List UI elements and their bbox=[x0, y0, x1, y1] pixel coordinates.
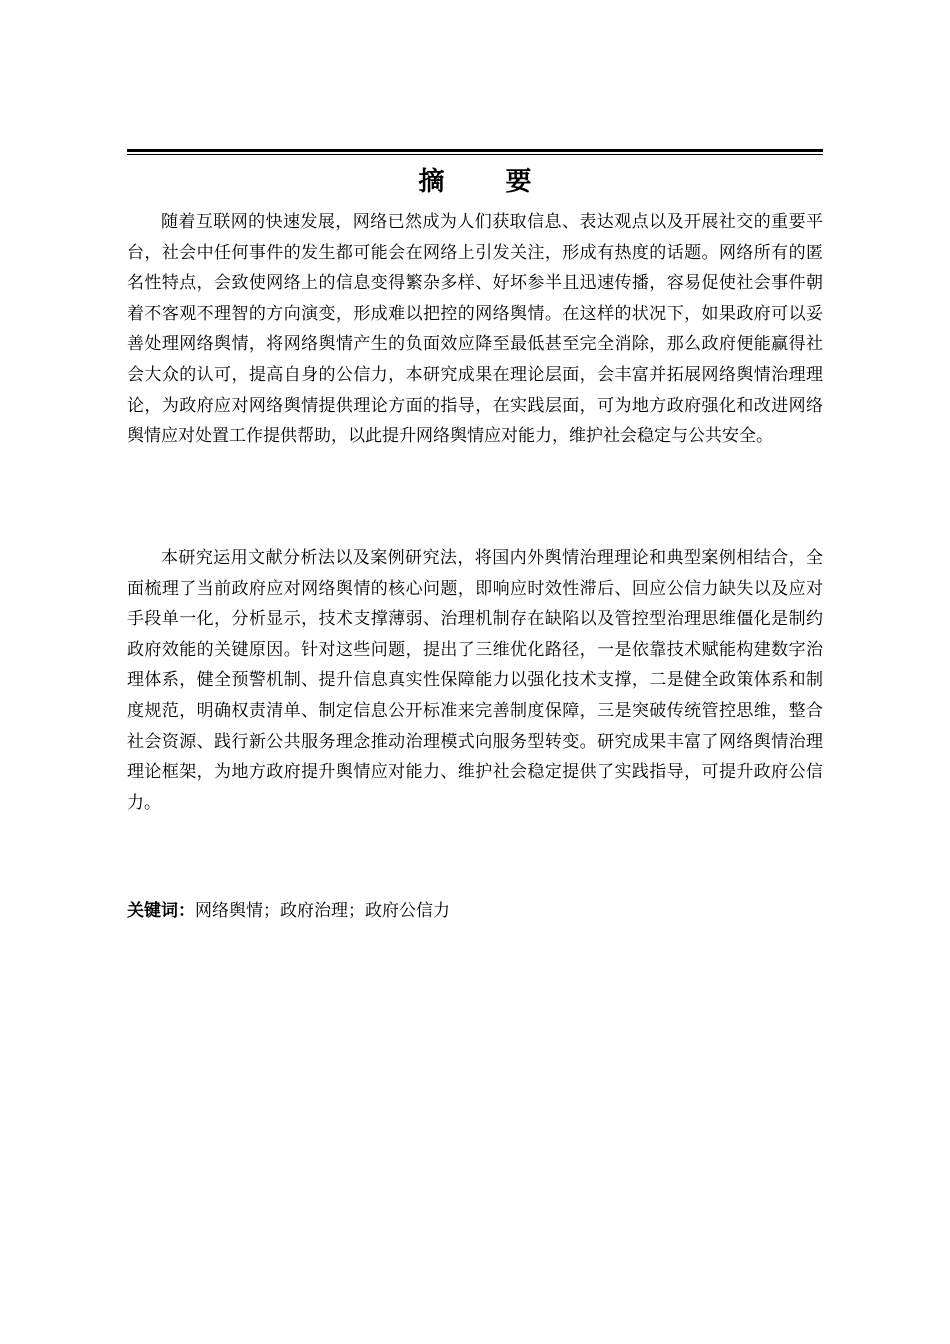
keywords-text: 网络舆情；政府治理；政府公信力 bbox=[195, 901, 450, 921]
keywords-label: 关键词： bbox=[127, 901, 195, 921]
header-rule-thin bbox=[127, 154, 823, 155]
abstract-paragraph-2: 本研究运用文献分析法以及案例研究法，将国内外舆情治理理论和典型案例相结合，全面梳理了当前政府应对网络舆情的核心问题，即响应时效性滞后、回应公信力缺失以及应对手段单一化，分析显示，技术支撑薄弱、治理机制存在缺陷以及管控型治理思维僵化是制约政府效能的关键原因。针对这些问题，提出了三维优化路径，一是依靠技术赋能构建数字治理体系，健全预警机制、提升信息真实性保障能力以强化技术支撑，二是健全政策体系和制度规范，明确权责清单、制定信息公开标准来完善制度保障，三是突破传统管控思维，整合社会资源、践行新公共服务理念推动治理模式向服务型转变。研究成果丰富了网络舆情治理理论框架，为地方政府提升舆情应对能力、维护社会稳定提供了实践指导，可提升政府公信力。 bbox=[127, 548, 823, 813]
header-rule-thick bbox=[127, 149, 823, 152]
abstract-paragraph-1: 随着互联网的快速发展，网络已然成为人们获取信息、表达观点以及开展社交的重要平台，社会中任何事件的发生都可能会在网络上引发关注，形成有热度的话题。网络所有的匿名性特点，会致使网络上的信息变得繁杂多样、好坏参半且迅速传播，容易促使社会事件朝着不客观不理智的方向演变，形成难以把控的网络舆情。在这样的状况下，如果政府可以妥善处理网络舆情，将网络舆情产生的负面效应降至最低甚至完全消除，那么政府便能赢得社会大众的认可，提高自身的公信力，本研究成果在理论层面，会丰富并拓展网络舆情治理理论，为政府应对网络舆情提供理论方面的指导，在实践层面，可为地方政府强化和改进网络舆情应对处置工作提供帮助，以此提升网络舆情应对能力，维护社会稳定与公共安全。 bbox=[127, 212, 823, 447]
abstract-title: 摘 要 bbox=[418, 167, 558, 197]
keywords-line bbox=[127, 896, 823, 926]
